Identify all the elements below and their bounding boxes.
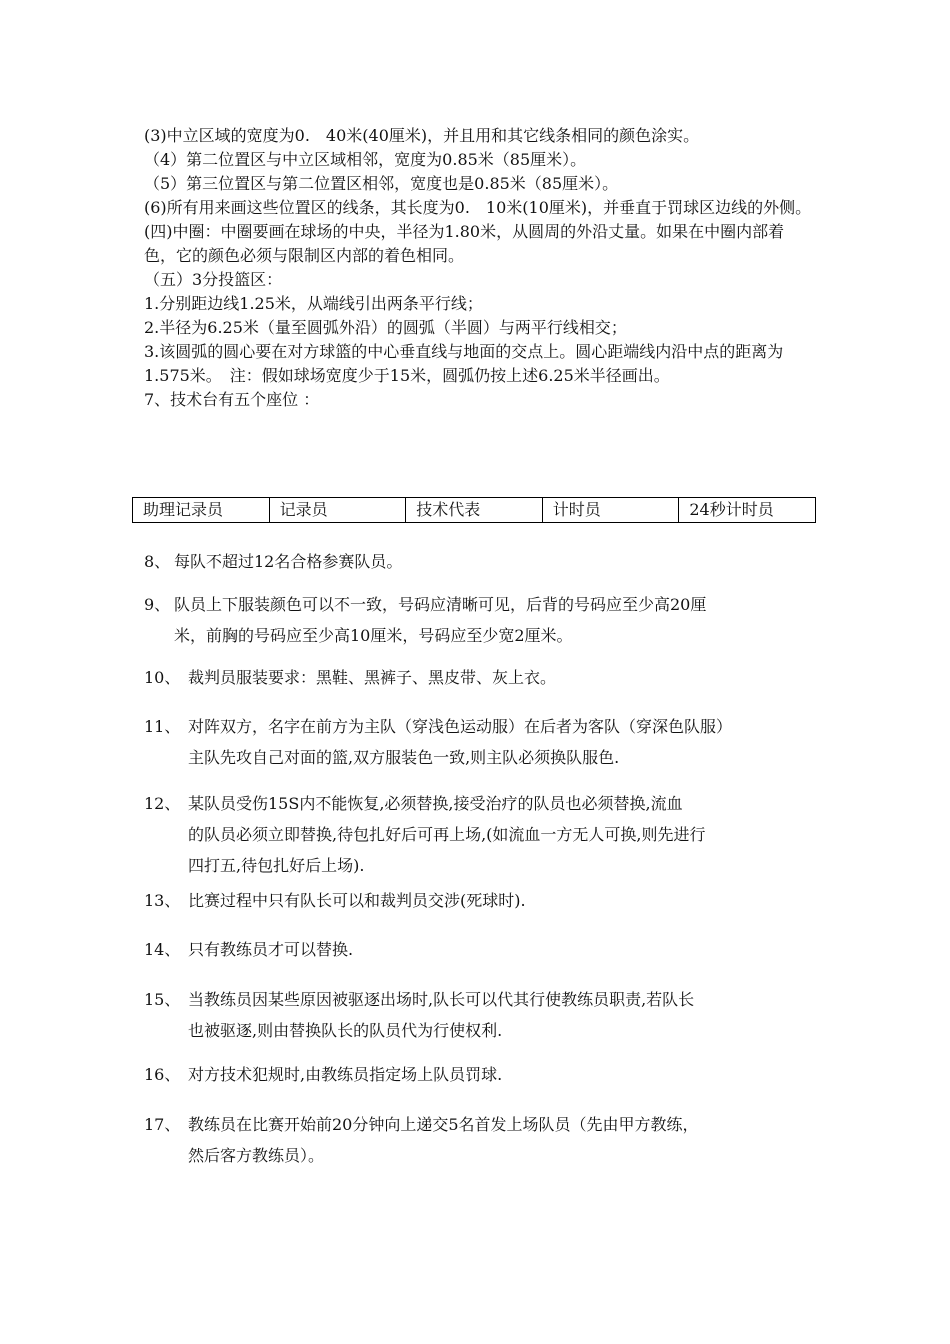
- rule-number: 11、: [144, 717, 181, 736]
- paragraph-third-position: （5）第三位置区与第二位置区相邻，宽度也是0.85米（85厘米）。: [144, 174, 619, 193]
- seat-scorer: 记录员: [269, 498, 406, 523]
- paragraph-tech-table-heading: 7、技术台有五个座位 ：: [144, 390, 320, 409]
- seat-commissioner: 技术代表: [406, 498, 543, 523]
- rule-number: 12、: [144, 794, 181, 813]
- rule-text: 比赛过程中只有队长可以和裁判员交涉(死球时).: [188, 891, 526, 910]
- seat-timer: 计时员: [542, 498, 679, 523]
- paragraph-center-circle: (四)中圈：中圈要画在球场的中央，半径为1.80米，从圆周的外沿丈量。如果在中圈内部着色，它的颜色必须与限制区内部的着色相同。: [144, 222, 785, 265]
- rule-text: 的队员必须立即替换,待包扎好后可再上场,(如流血一方无人可换,则先进行: [188, 825, 706, 844]
- rule-number: 10、: [144, 668, 181, 687]
- rule-text: 教练员在比赛开始前20分钟向上递交5名首发上场队员（先由甲方教练，: [188, 1115, 699, 1134]
- rule-text: 每队不超过12名合格参赛队员。: [174, 552, 403, 571]
- rule-number: 9、: [144, 595, 171, 614]
- paragraph-neutral-zone: (3)中立区域的宽度为0. 40米(40厘米)，并且用和其它线条相同的颜色涂实。: [144, 126, 700, 145]
- rule-text: 米，前胸的号码应至少高10厘米，号码应至少宽2厘米。: [174, 626, 573, 645]
- paragraph-position-lines: (6)所有用来画这些位置区的线条，其长度为0. 10米(10厘米)，并垂直于罚球区边线的外侧。: [144, 198, 812, 217]
- rule-number: 17、: [144, 1115, 181, 1134]
- paragraph-three-point-3: 3.该圆弧的圆心要在对方球篮的中心垂直线与地面的交点上。圆心距端线内沿中点的距离为1.575米。 注：假如球场宽度少于15米，圆弧仍按上述6.25米半径画出。: [144, 342, 784, 385]
- rule-number: 13、: [144, 891, 181, 910]
- rule-text: 某队员受伤15S内不能恢复,必须替换,接受治疗的队员也必须替换,流血: [188, 794, 683, 813]
- rule-text: 然后客方教练员）。: [188, 1146, 325, 1165]
- rule-text: 只有教练员才可以替换.: [188, 940, 354, 959]
- rule-number: 14、: [144, 940, 181, 959]
- table-row: [133, 498, 816, 523]
- rule-text: 主队先攻自己对面的篮,双方服装色一致,则主队必须换队服色.: [188, 748, 620, 767]
- rule-text: 对方技术犯规时,由教练员指定场上队员罚球.: [188, 1065, 503, 1084]
- rule-text: 当教练员因某些原因被驱逐出场时,队长可以代其行使教练员职责,若队长: [188, 990, 695, 1009]
- rule-text: 四打五,待包扎好后上场).: [188, 856, 365, 875]
- rule-text: 也被驱逐,则由替换队长的队员代为行使权利.: [188, 1021, 503, 1040]
- rule-number: 16、: [144, 1065, 181, 1084]
- rule-text: 队员上下服装颜色可以不一致，号码应清晰可见，后背的号码应至少高20厘: [174, 595, 707, 614]
- rule-number: 15、: [144, 990, 181, 1009]
- paragraph-three-point-2: 2.半径为6.25米（量至圆弧外沿）的圆弧（半圆）与两平行线相交；: [144, 318, 627, 337]
- paragraph-three-point-1: 1.分别距边线1.25米，从端线引出两条平行线；: [144, 294, 483, 313]
- technical-table-seats: [132, 497, 816, 523]
- rule-text: 对阵双方，名字在前方为主队（穿浅色运动服）在后者为客队（穿深色队服）: [188, 717, 733, 736]
- paragraph-second-position: （4）第二位置区与中立区域相邻，宽度为0.85米（85厘米）。: [144, 150, 587, 169]
- court-markings-section: [144, 124, 812, 412]
- rule-number: 8、: [144, 552, 171, 571]
- seat-shot-clock-operator: 24秒计时员: [679, 498, 816, 523]
- seat-assistant-scorer: 助理记录员: [133, 498, 270, 523]
- paragraph-three-point-heading: （五）3分投篮区：: [144, 270, 283, 289]
- rule-text: 裁判员服装要求：黑鞋、黑裤子、黑皮带、灰上衣。: [188, 668, 557, 687]
